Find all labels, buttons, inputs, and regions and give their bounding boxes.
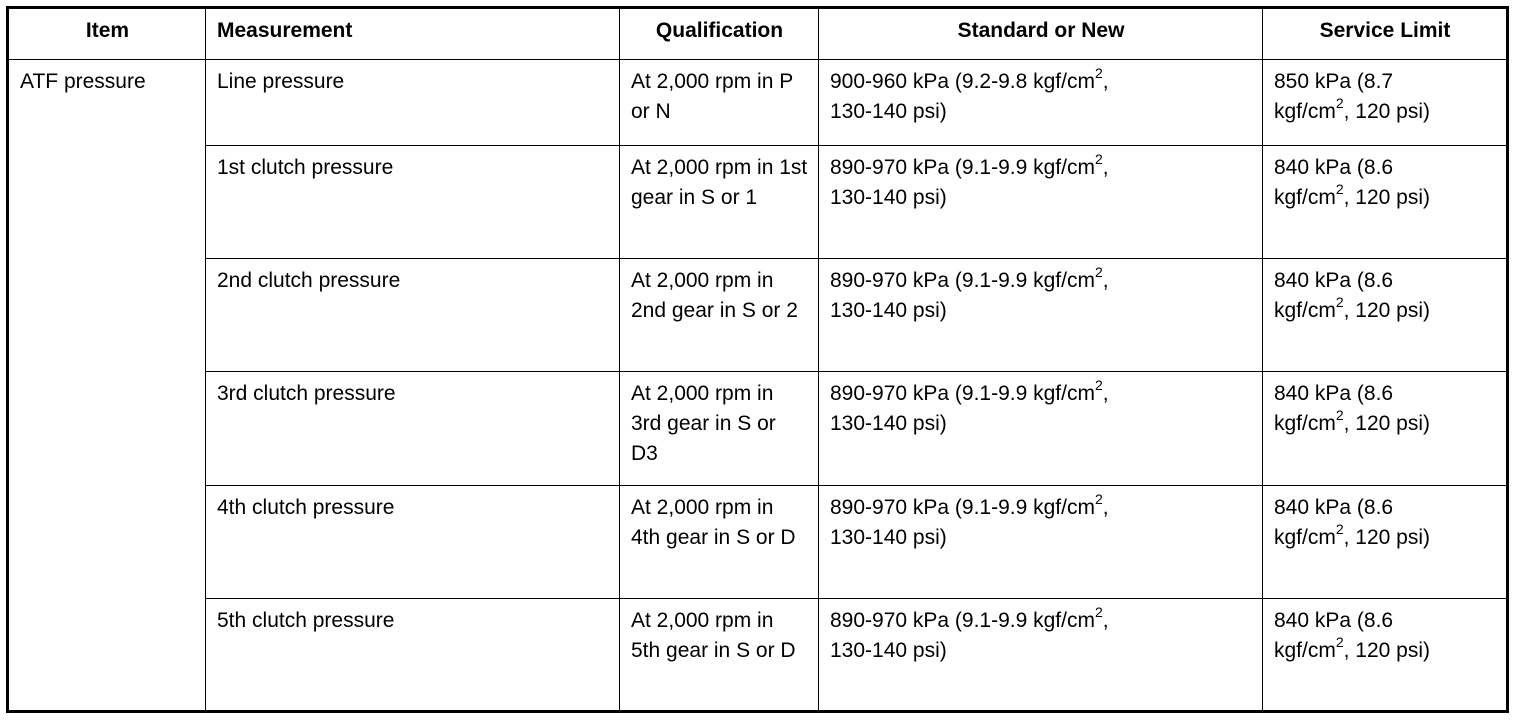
limit-text-end: , 120 psi) <box>1343 186 1431 210</box>
limit-text-end: , 120 psi) <box>1343 412 1431 436</box>
service-limit-cell <box>1263 485 1508 598</box>
qualification-cell <box>620 598 819 711</box>
standard-cell <box>819 485 1263 598</box>
superscript: 2 <box>1094 377 1103 394</box>
table-row <box>8 60 1508 146</box>
standard-line-1 <box>830 266 1252 296</box>
measurement-cell: 4th clutch pressure <box>206 485 620 598</box>
standard-line-1 <box>830 67 1252 97</box>
standard-text-end: , <box>1102 495 1109 519</box>
table-row <box>8 259 1508 372</box>
standard-line-1 <box>830 603 1252 636</box>
standard-text-end: , <box>1102 608 1109 632</box>
standard-line-1 <box>830 153 1252 183</box>
measurement-cell: 2nd clutch pressure <box>206 259 620 372</box>
standard-text: 890-970 kPa (9.1-9.9 kgf/cm <box>830 608 1095 632</box>
limit-line-2 <box>1274 520 1496 553</box>
qualification-cell <box>620 146 819 259</box>
limit-text: kgf/cm <box>1274 186 1336 210</box>
measurement-cell: 1st clutch pressure <box>206 146 620 259</box>
header-standard: Standard or New <box>819 8 1263 60</box>
standard-line-1 <box>830 379 1252 409</box>
header-measurement: Measurement <box>206 8 620 60</box>
table-row <box>8 146 1508 259</box>
standard-text: 890-970 kPa (9.1-9.9 kgf/cm <box>830 382 1095 406</box>
service-limit-cell <box>1263 146 1508 259</box>
limit-line-2 <box>1274 183 1496 213</box>
measurement-cell: 5th clutch pressure <box>206 598 620 711</box>
limit-line-2 <box>1274 97 1496 127</box>
table-row <box>8 485 1508 598</box>
service-limit-cell <box>1263 60 1508 146</box>
superscript: 2 <box>1335 294 1344 311</box>
standard-cell <box>819 372 1263 485</box>
limit-line-2 <box>1274 296 1496 326</box>
superscript: 2 <box>1335 181 1344 198</box>
standard-line-2: 130-140 psi) <box>830 100 947 123</box>
limit-text-end: , 120 psi) <box>1343 100 1431 123</box>
standard-line-2: 130-140 psi) <box>830 186 947 210</box>
qualification-cell <box>620 259 819 372</box>
qualification-text: At 2,000 rpm in 4th gear in S or D <box>631 495 796 549</box>
header-item: Item <box>8 8 206 60</box>
limit-text: kgf/cm <box>1274 100 1336 123</box>
limit-text: kgf/cm <box>1274 412 1336 436</box>
table-row <box>8 598 1508 711</box>
superscript: 2 <box>1094 490 1103 507</box>
qualification-cell <box>620 60 819 146</box>
limit-line-2 <box>1274 409 1496 439</box>
superscript: 2 <box>1094 264 1103 281</box>
qualification-text: At 2,000 rpm in P or N <box>631 70 793 123</box>
standard-text-end: , <box>1102 269 1109 293</box>
limit-line-1: 840 kPa (8.6 <box>1274 608 1394 632</box>
limit-text-end: , 120 psi) <box>1343 299 1431 323</box>
measurement-cell: Line pressure <box>206 60 620 146</box>
measurement-cell: 3rd clutch pressure <box>206 372 620 485</box>
standard-cell <box>819 146 1263 259</box>
table-row <box>8 372 1508 485</box>
standard-text-end: , <box>1102 70 1109 93</box>
item-cell: ATF pressure <box>8 60 206 712</box>
qualification-text: At 2,000 rpm in 3rd gear in S or D3 <box>631 382 776 466</box>
header-qualification: Qualification <box>620 8 819 60</box>
standard-text-end: , <box>1102 382 1109 406</box>
limit-text: kgf/cm <box>1274 638 1336 662</box>
qualification-cell <box>620 372 819 485</box>
standard-text-end: , <box>1102 156 1109 180</box>
header-service-limit: Service Limit <box>1263 8 1508 60</box>
limit-line-1: 840 kPa (8.6 <box>1274 269 1394 293</box>
superscript: 2 <box>1335 95 1344 111</box>
superscript: 2 <box>1335 520 1344 537</box>
standard-text: 890-970 kPa (9.1-9.9 kgf/cm <box>830 495 1095 519</box>
standard-text: 890-970 kPa (9.1-9.9 kgf/cm <box>830 269 1095 293</box>
limit-text: kgf/cm <box>1274 525 1336 549</box>
limit-text-end: , 120 psi) <box>1343 525 1431 549</box>
standard-cell <box>819 598 1263 711</box>
superscript: 2 <box>1094 603 1103 620</box>
specifications-table <box>6 6 1509 713</box>
standard-line-2: 130-140 psi) <box>830 525 947 549</box>
qualification-cell <box>620 485 819 598</box>
superscript: 2 <box>1094 65 1103 81</box>
superscript: 2 <box>1094 151 1103 168</box>
limit-line-1: 840 kPa (8.6 <box>1274 382 1394 406</box>
limit-text-end: , 120 psi) <box>1343 638 1431 662</box>
qualification-text: At 2,000 rpm in 1st gear in S or 1 <box>631 156 808 210</box>
standard-text: 900-960 kPa (9.2-9.8 kgf/cm <box>830 70 1095 93</box>
standard-line-2: 130-140 psi) <box>830 638 947 662</box>
limit-line-1: 840 kPa (8.6 <box>1274 495 1394 519</box>
header-row <box>8 8 1508 60</box>
superscript: 2 <box>1335 633 1344 650</box>
qualification-text: At 2,000 rpm in 2nd gear in S or 2 <box>631 269 798 323</box>
service-limit-cell <box>1263 598 1508 711</box>
standard-line-2: 130-140 psi) <box>830 299 947 323</box>
service-limit-cell <box>1263 259 1508 372</box>
standard-text: 890-970 kPa (9.1-9.9 kgf/cm <box>830 156 1095 180</box>
limit-line-1: 840 kPa (8.6 <box>1274 156 1394 180</box>
superscript: 2 <box>1335 407 1344 424</box>
limit-text: kgf/cm <box>1274 299 1336 323</box>
standard-cell <box>819 60 1263 146</box>
qualification-text: At 2,000 rpm in 5th gear in S or D <box>631 608 796 662</box>
service-limit-cell <box>1263 372 1508 485</box>
standard-cell <box>819 259 1263 372</box>
standard-line-1 <box>830 490 1252 523</box>
standard-line-2: 130-140 psi) <box>830 412 947 436</box>
limit-line-2 <box>1274 633 1496 666</box>
limit-line-1: 850 kPa (8.7 <box>1274 70 1394 93</box>
